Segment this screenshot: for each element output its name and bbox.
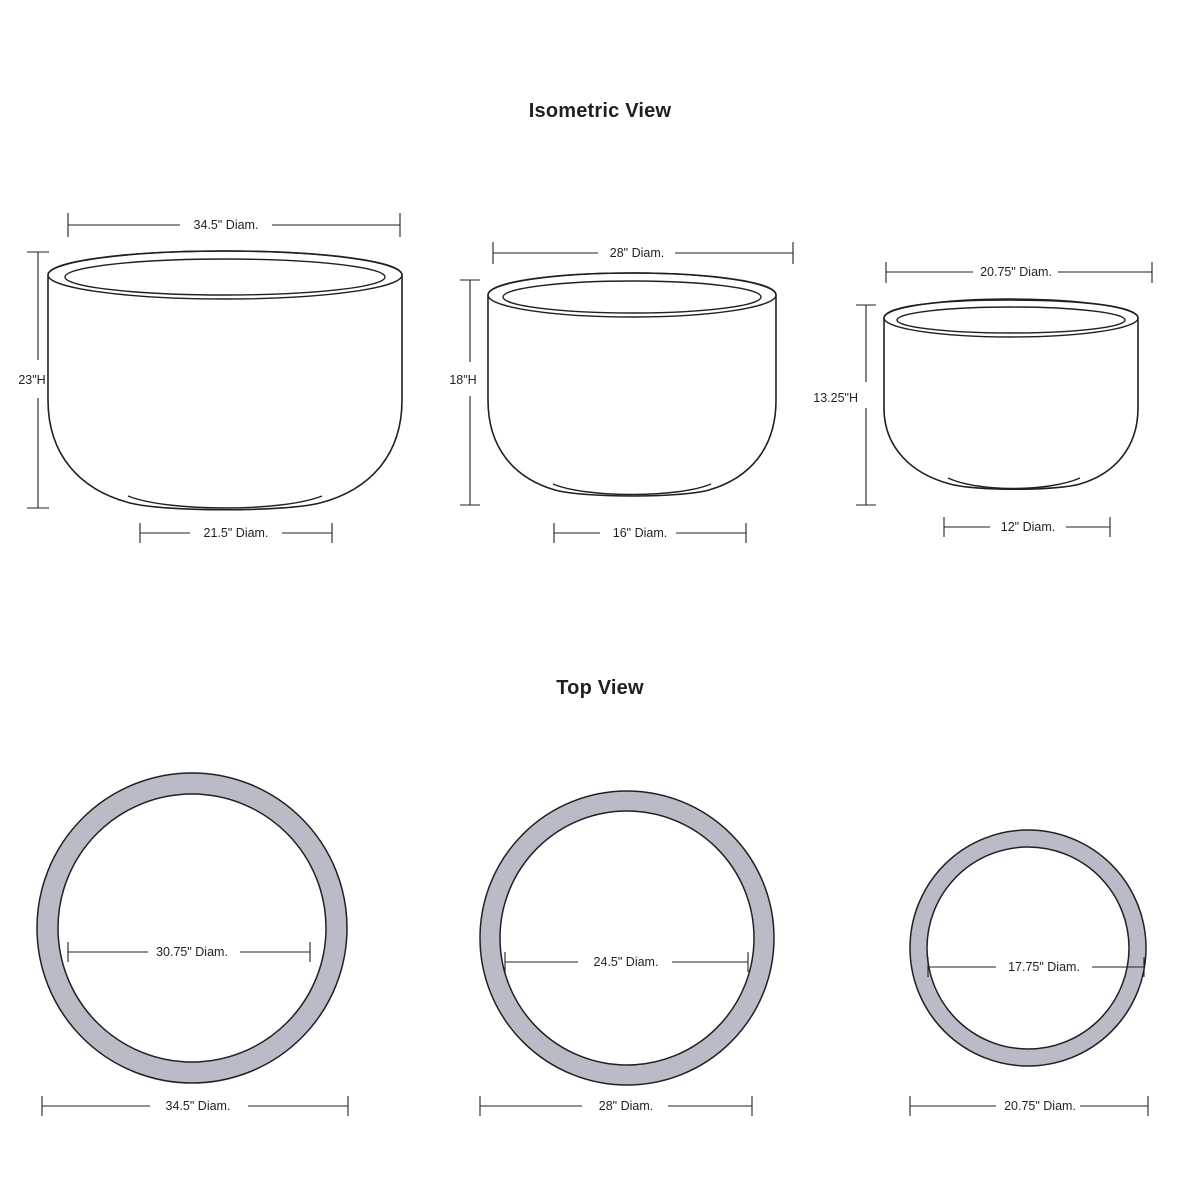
dim-iso-large-base-label: 21.5" Diam.: [203, 526, 269, 540]
dim-iso-large-top: [68, 213, 400, 237]
dim-top-small-outer-label: 20.75" Diam.: [1004, 1099, 1076, 1113]
top-view-small: [910, 830, 1148, 1116]
isometric-view-title: Isometric View: [528, 100, 672, 122]
dim-top-medium-outer: [480, 1096, 752, 1116]
dim-top-medium-inner-label: 24.5" Diam.: [593, 955, 659, 969]
dim-iso-medium-top-label: 28" Diam.: [609, 246, 665, 260]
dim-iso-large-height-label: 23"H: [18, 373, 46, 387]
dim-iso-medium-top: [493, 242, 793, 264]
iso-planter-large: [18, 213, 402, 543]
dim-iso-large-height: [18, 252, 49, 508]
dim-top-large-outer-label: 34.5" Diam.: [165, 1099, 231, 1113]
dim-iso-medium-base: [554, 523, 746, 543]
dim-iso-small-top-label: 20.75" Diam.: [980, 265, 1052, 279]
dim-top-small-inner-label: 17.75" Diam.: [1008, 960, 1080, 974]
dim-iso-medium-height: [449, 280, 480, 505]
dim-iso-small-base: [944, 517, 1110, 537]
top-view-medium: [480, 791, 774, 1116]
dim-top-medium-outer-label: 28" Diam.: [598, 1099, 654, 1113]
dim-iso-small-height-label: 13.25"H: [813, 391, 858, 405]
dim-iso-large-base: [140, 523, 332, 543]
dim-iso-small-base-label: 12" Diam.: [1000, 520, 1056, 534]
top-view-title: Top View: [556, 677, 644, 699]
iso-planter-medium: [449, 242, 793, 543]
dim-iso-small-height: [813, 305, 876, 505]
iso-planter-small: [813, 262, 1152, 537]
top-view-large: [37, 773, 348, 1116]
dim-top-large-outer: [42, 1096, 348, 1116]
dim-top-small-outer: [910, 1096, 1148, 1116]
dim-iso-medium-height-label: 18"H: [449, 373, 477, 387]
dim-iso-small-top: [886, 262, 1152, 283]
dim-iso-large-top-label: 34.5" Diam.: [193, 218, 259, 232]
dim-top-large-inner-label: 30.75" Diam.: [156, 945, 228, 959]
dim-iso-medium-base-label: 16" Diam.: [612, 526, 668, 540]
